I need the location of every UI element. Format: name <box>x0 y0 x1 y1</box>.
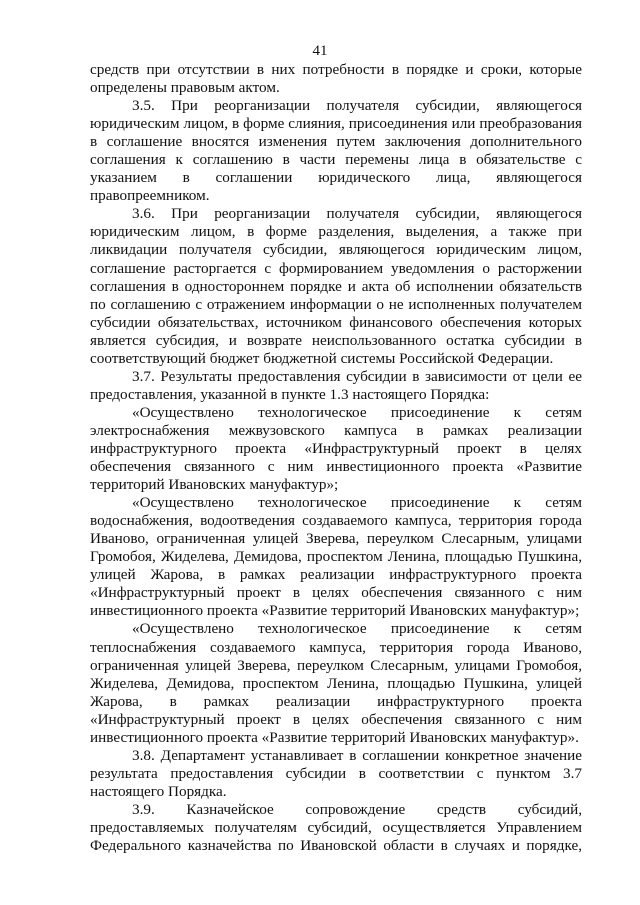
text-line: предоставления, указанной в пункте 1.3 настоящего Порядка: <box>90 385 490 403</box>
text-line: «Осуществлено технологическое присоединение к сетям <box>132 620 582 638</box>
text-line: 3.7. Результаты предоставления субсидии в зависимости от цели ее <box>132 367 582 385</box>
text-line: по соглашению с отражением информации о не исполненных получателем <box>90 295 582 313</box>
text-line: правопреемником. <box>90 187 210 205</box>
text-line: 3.5. При реорганизации получателя субсидии, являющегося <box>132 97 582 115</box>
text-line: юридическим лицом, в форме разделения, выделения, а также при <box>90 223 582 241</box>
text-line: соглашение расторгается с формированием уведомления о расторжении <box>90 259 582 277</box>
text-line: обеспечения связанного с ним инвестиционного проекта «Развитие <box>90 458 582 476</box>
text-line: соглашения в одностороннем порядке и акта об исполнении обязательств <box>90 277 582 295</box>
text-line: юридическим лицом, в форме слияния, присоединения или преобразования <box>90 115 582 133</box>
text-line: «Инфраструктурный проект в целях обеспечения связанного с ним <box>90 584 582 602</box>
text-line: ограниченная улицей Зверева, переулком Слесарным, улицами Громобоя, <box>90 656 582 674</box>
text-line: «Инфраструктурный проект в целях обеспечения связанного с ним <box>90 710 582 728</box>
text-line: является субсидия, и возврате неиспользованного остатка субсидии в <box>90 331 582 349</box>
text-line: соглашения к соглашению в части перемены лица в обязательстве с <box>90 151 582 169</box>
text-line: территорий Ивановских мануфактур»; <box>90 476 339 494</box>
text-line: предоставляемых получателям субсидий, осуществляется Управлением <box>90 818 582 836</box>
text-line: инвестиционного проекта «Развитие территорий Ивановских мануфактур»; <box>90 602 580 620</box>
text-line: 3.6. При реорганизации получателя субсидии, являющегося <box>132 205 582 223</box>
text-line: «Осуществлено технологическое присоединение к сетям <box>132 494 582 512</box>
text-line: настоящего Порядка. <box>90 782 227 800</box>
text-line: водоснабжения, водоотведения создаваемого кампуса, территория города <box>90 512 582 530</box>
page-number: 41 <box>312 43 328 59</box>
text-line: ликвидации получателя субсидии, являющегося юридическим лицом, <box>90 241 582 259</box>
text-line: инвестиционного проекта «Развитие территорий Ивановских мануфактур». <box>90 728 579 746</box>
text-line: определены правовым актом. <box>90 79 280 97</box>
text-line: результата предоставления субсидии в соответствии с пунктом 3.7 <box>90 764 582 782</box>
text-line: теплоснабжения создаваемого кампуса, территория города Иваново, <box>90 638 582 656</box>
text-line: Жарова, в рамках реализации инфраструктурного проекта <box>90 692 582 710</box>
text-line: улицей Жарова, в рамках реализации инфраструктурного проекта <box>90 566 582 584</box>
text-line: электроснабжения межвузовского кампуса в рамках реализации <box>90 421 582 439</box>
text-line: Федерального казначейства по Ивановской области в случаях и порядке, <box>90 837 582 855</box>
text-line: соответствующий бюджет бюджетной системы Российской Федерации. <box>90 349 554 367</box>
text-line: указанием в соглашении юридического лица, являющегося <box>90 169 582 187</box>
document-body <box>90 61 582 855</box>
text-line: Жиделева, Демидова, проспектом Ленина, площадью Пушкина, улицей <box>90 674 582 692</box>
text-line: инфраструктурного проекта «Инфраструктурный проект в целях <box>90 439 582 457</box>
text-line: 3.8. Департамент устанавливает в соглашении конкретное значение <box>132 746 582 764</box>
text-line: средств при отсутствии в них потребности в порядке и сроки, которые <box>90 61 582 78</box>
text-line: в соглашение вносятся изменения путем заключения дополнительного <box>90 133 582 151</box>
text-line: субсидии обязательствах, источником финансового обеспечения которых <box>90 313 582 331</box>
text-line: 3.9. Казначейское сопровождение средств субсидий, <box>132 800 582 818</box>
text-line: Иваново, ограниченная улицей Зверева, переулком Слесарным, улицами <box>90 530 582 548</box>
text-line: «Осуществлено технологическое присоединение к сетям <box>132 403 582 421</box>
text-line: Громобоя, Жиделева, Демидова, проспектом Ленина, площадью Пушкина, <box>90 548 582 566</box>
